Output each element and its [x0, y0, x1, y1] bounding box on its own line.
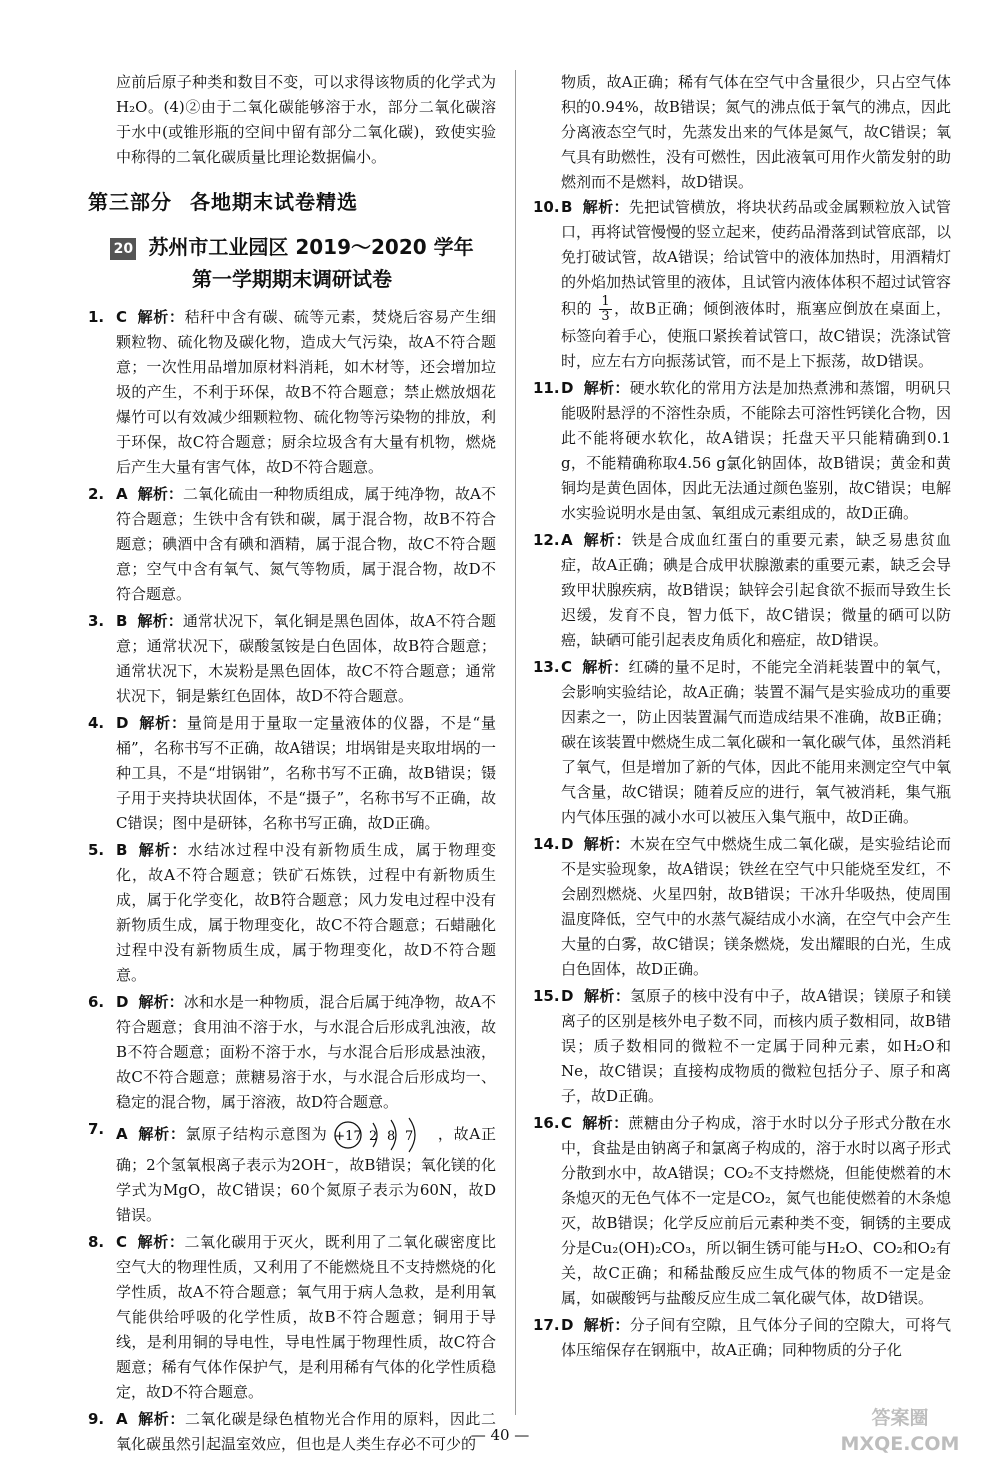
item-answer: C [561, 658, 573, 676]
item-answer: D [561, 379, 574, 397]
item-explanation: 铁是合成血红蛋白的重要元素，缺乏易患贫血症，故A正确；碘是合成甲状腺激素的重要元素，缺乏会导致甲状腺疾病，故B错误；缺锌会引起食欲不振而导致生长迟缓，发育不良，智力低下，故C错误；微量的硒可以防癌，缺硒可能引起表皮角质化和癌症，故D错误。 [561, 531, 951, 649]
item-explanation: 二氧化硫由一种物质组成，属于纯净物，故A不符合题意；生铁中含有铁和碳，属于混合物，故B不符合题意；碘酒中含有碘和酒精，属于混合物，故C不符合题意；空气中含有氧气、氮气等物质，属于混合物，故D不符合题意。 [116, 485, 496, 603]
item-number: 5. [88, 841, 105, 859]
item-label: 解析： [582, 531, 632, 549]
item-number: 14. [533, 835, 560, 853]
shell-electrons: 8 [387, 1129, 396, 1144]
paper-title-line2: 第一学期期末调研试卷 [192, 267, 392, 291]
item-label: 解析： [582, 658, 629, 676]
item-explanation: 冰和水是一种物质，混合后属于纯净物，故A不符合题意；食用油不溶于水，与水混合后形成乳浊液，故B不符合题意；面粉不溶于水，与水混合后形成悬浊液，故C不符合题意；蔗糖易溶于水，与水混合后形成均一、稳定的混合物，属于溶液，故D符合题意。 [116, 993, 496, 1111]
answer-item-7 [88, 1117, 496, 1228]
item-explanation: 秸秆中含有碳、硫等元素，焚烧后容易产生细颗粒物、硫化物及碳化物，造成大气污染，故A不符合题意；一次性用品增加原材料消耗，如木材等，还会增加垃圾的产生，不利于环保，故B不符合题意；禁止燃放烟花爆竹可以有效减少细颗粒物、硫化物等污染物的排放，利于环保，故C符合题意；厨余垃圾含有大量有机物，燃烧后产生大量有害气体，故D不符合题意。 [116, 308, 496, 476]
item-explanation: 红磷的量不足时，不能完全消耗装置中的氧气，会影响实验结论，故A正确；装置不漏气是实验成功的重要因素之一，防止因装置漏气而造成结果不准确，故B正确；碳在该装置中燃烧生成二氧化碳和一氧化碳气体，虽然消耗了氧气，但是增加了新的气体，因此不能用来测定空气中氧气含量，故C错误；随着反应的进行，氧气被消耗，集气瓶内气体压强的减小水可以被压入集气瓶中，故D正确。 [561, 658, 952, 826]
item-explanation-a: 先把试管横放，将块状药品或金属颗粒放入试管口，再将试管慢慢的竖立起来，使药品滑落到试管底部，以免打破试管，故A错误；给试管中的液体加热时，用酒精灯的外焰加热试管里的液体，且试管内液体体积不超过试管容积的 [561, 198, 952, 318]
item-label: 解析： [582, 198, 629, 216]
section-part-label: 第三部分 [88, 190, 172, 214]
item-label: 解析： [137, 1410, 185, 1428]
page-number: — 40 — [470, 1426, 530, 1444]
item-label: 解析： [583, 379, 630, 397]
item-number: 1. [88, 308, 105, 326]
item-label: 解析： [138, 993, 184, 1011]
answer-item-16 [533, 1111, 951, 1311]
item-label: 解析： [583, 987, 631, 1005]
item-label: 解析： [583, 1316, 630, 1334]
fraction-denominator: 3 [601, 309, 610, 324]
item-number: 3. [88, 612, 105, 630]
item-answer: C [116, 1233, 128, 1251]
answer-item-8 [88, 1230, 496, 1405]
item-label: 解析： [137, 308, 185, 326]
answer-item-4 [88, 711, 496, 836]
item-answer: D [561, 987, 574, 1005]
item-label: 解析： [137, 1233, 185, 1251]
item-number: 13. [533, 658, 560, 676]
item-answer: C [561, 1114, 573, 1132]
item-number: 7. [88, 1120, 105, 1138]
item-explanation-b: ，故A正确；2个氢氧根离子表示为2OH⁻，故B错误；氧化镁的化学式为MgO，故C错误；60个氮原子表示为60N，故D错误。 [116, 1125, 496, 1224]
item-answer: D [116, 714, 129, 732]
item-answer: C [116, 308, 128, 326]
item-label: 解析： [137, 612, 183, 630]
item-number: 6. [88, 993, 105, 1011]
answer-item-17 [533, 1313, 951, 1363]
shell-electrons: 2 [369, 1129, 378, 1144]
item-answer: A [561, 531, 573, 549]
answer-item-13 [533, 655, 951, 830]
item-explanation: 硬水软化的常用方法是加热煮沸和蒸馏，明矾只能吸附悬浮的不溶性杂质，不能除去可溶性钙镁化合物，因此不能将硬水软化，故A错误；托盘天平只能精确到0.1 g，不能精确称取4.56 g氯化钠固体，故B错误；黄金和黄铜均是黄色固体，因此无法通过颜色鉴别，故C错误；电解水实验说明水是由氢、氧组成元素组成的，故D正确。 [561, 379, 952, 522]
item-label: 解析： [583, 835, 630, 853]
answer-item-1 [88, 305, 496, 480]
item-explanation-a: 氯原子结构示意图为 [185, 1125, 328, 1143]
left-column [88, 70, 496, 1459]
watermark-text-bottom: MXQE.COM [840, 1433, 960, 1455]
item-explanation: 二氧化碳用于灭火，既利用了二氧化碳密度比空气大的物理性质，又利用了不能燃烧且不支持燃烧的化学性质，故A不符合题意；氧气用于病人急救，是利用氧气能供给呼吸的化学性质，故B不符合题意；铜用于导线，是利用铜的导电性，导电性属于物理性质，故C符合题意；稀有气体作保护气，是利用稀有气体的化学性质稳定，故D不符合题意。 [116, 1233, 496, 1401]
section-part-title: 各地期末试卷精选 [190, 190, 358, 214]
paper-title [88, 231, 496, 295]
paper-title-line1: 苏州市工业园区 2019～2020 学年 [148, 235, 474, 259]
watermark-text-top: 答案圈 [871, 1407, 929, 1429]
answer-item-11 [533, 376, 951, 526]
section-heading [88, 186, 496, 215]
item-number: 2. [88, 485, 105, 503]
answer-item-10 [533, 195, 951, 374]
item-answer: B [561, 198, 573, 216]
answer-item-5 [88, 838, 496, 988]
continued-answer-text: 物质，故A正确；稀有气体在空气中含量很少，只占空气体积的0.94%，故B错误；氮气的沸点低于氧气的沸点，因此分离液态空气时，先蒸发出来的气体是氮气，故C错误；氧气具有助燃性，没有可燃性，因此液氧可用作火箭发射的助燃剂而不是燃料，故D错误。 [561, 73, 952, 191]
item-explanation-b: ，故B正确；倾倒液体时，瓶塞应倒放在桌面上，标签向着手心，使瓶口紧挨着试管口，故C错误；洗涤试管时，应左右方向振荡试管，而不是上下振荡，故D错误。 [561, 299, 951, 370]
answer-item-2 [88, 482, 496, 607]
item-answer: B [116, 612, 128, 630]
item-answer: D [116, 993, 129, 1011]
continued-answer-text: 应前后原子种类和数目不变，可以求得该物质的化学式为H₂O。(4)②由于二氧化碳能够溶于水，部分二氧化碳溶于水中(或锥形瓶的空间中留有部分二氧化碳)，致使实验中称得的二氧化碳质量比理论数据偏小。 [116, 73, 496, 166]
column-divider [515, 70, 516, 1415]
item-explanation: 分子间有空隙，且气体分子间的空隙大，可将气体压缩保存在钢瓶中，故A正确；同种物质的分子化 [561, 1316, 951, 1359]
item-label: 解析： [138, 714, 187, 732]
item-answer: D [561, 1316, 574, 1334]
item-number: 8. [88, 1233, 105, 1251]
paper-number-badge: 20 [110, 238, 136, 260]
item-number: 15. [533, 987, 560, 1005]
item-explanation: 氢原子的核中没有中子，故A错误；镁原子和镁离子的区别是核外电子数不同，而核内质子数相同，故B错误；质子数相同的微粒不一定属于同种元素，如H₂O和Ne，故C错误；直接构成物质的微粒包括分子、原子和离子，故D正确。 [561, 987, 951, 1105]
answer-item-15 [533, 984, 951, 1109]
answer-list-left [88, 305, 496, 1457]
item-number: 11. [533, 379, 560, 397]
item-explanation: 量筒是用于量取一定量液体的仪器，不是“量桶”，名称书写不正确，故A错误；坩埚钳是夹取坩埚的一种工具，不是“坩锅钳”，名称书写不正确，故B错误；镊子用于夹持块状固体，不是“摄子”，名称书写不正确，故C错误；图中是研钵，名称书写正确，故D正确。 [116, 714, 496, 832]
item-number: 17. [533, 1316, 560, 1334]
item-explanation: 通常状况下，氧化铜是黑色固体，故A不符合题意；通常状况下，碳酸氢铵是白色固体，故B符合题意；通常状况下，木炭粉是黑色固体，故C不符合题意；通常状况下，铜是紫红色固体，故D不符合题意。 [116, 612, 496, 705]
item-explanation: 二氧化碳是绿色植物光合作用的原料，因此二氧化碳虽然引起温室效应，但也是人类生存必不可少的 [116, 1410, 496, 1453]
item-answer: A [116, 1410, 128, 1428]
atom-structure-diagram [333, 1117, 437, 1153]
item-explanation: 木炭在空气中燃烧生成二氧化碳，是实验结论而不是实验现象，故A错误；铁丝在空气中只能烧至发红，不会剧烈燃烧、火星四射，故B错误；干冰升华吸热，使周围温度降低，空气中的水蒸气凝结成小水滴，在空气中会产生大量的白雾，故C错误；镁条燃烧，发出耀眼的白光，生成白色固体，故D正确。 [561, 835, 952, 978]
item-number: 4. [88, 714, 105, 732]
item-number: 12. [533, 531, 560, 549]
shell-electrons: 7 [405, 1129, 414, 1144]
right-column [533, 70, 951, 1365]
fraction-numerator: 1 [601, 294, 610, 309]
item-label: 解析： [582, 1114, 629, 1132]
item-explanation: 蔗糖由分子构成，溶于水时以分子形式分散在水中，食盐是由钠离子和氯离子构成的，溶于水时以离子形式分散到水中，故A错误；CO₂不支持燃烧，但能使燃着的木条熄灭的无色气体不一定是CO₂，氮气也能使燃着的木条熄灭，故B错误；化学反应前后元素种类不变，铜锈的主要成分是Cu₂(OH)₂CO₃，所以铜生锈可能与H₂O、CO₂和O₂有关，故C正确；和稀盐酸反应生成气体的物质不一定是金属，如碳酸钙与盐酸反应生成二氧化碳气体，故D错误。 [561, 1114, 952, 1307]
item-answer: D [561, 835, 574, 853]
answer-item-14 [533, 832, 951, 982]
nucleus-charge: +17 [334, 1129, 362, 1144]
item-answer: A [116, 1125, 128, 1143]
answer-item-6 [88, 990, 496, 1115]
watermark-logo [825, 1400, 975, 1458]
item-number: 9. [88, 1410, 105, 1428]
item-label: 解析： [137, 841, 188, 859]
item-number: 16. [533, 1114, 560, 1132]
fraction [599, 295, 611, 324]
answer-item-3 [88, 609, 496, 709]
item-label: 解析： [137, 1125, 186, 1143]
answer-item-12 [533, 528, 951, 653]
item-answer: B [116, 841, 128, 859]
item-number: 10. [533, 198, 560, 216]
item-label: 解析： [137, 485, 184, 503]
item-answer: A [116, 485, 128, 503]
item-explanation: 水结冰过程中没有新物质生成，属于物理变化，故A不符合题意；铁矿石炼铁，过程中有新物质生成，属于化学变化，故B符合题意；风力发电过程中没有新物质生成，属于物理变化，故C不符合题意；石蜡融化过程中没有新物质生成，属于物理变化，故D不符合题意。 [116, 841, 496, 984]
